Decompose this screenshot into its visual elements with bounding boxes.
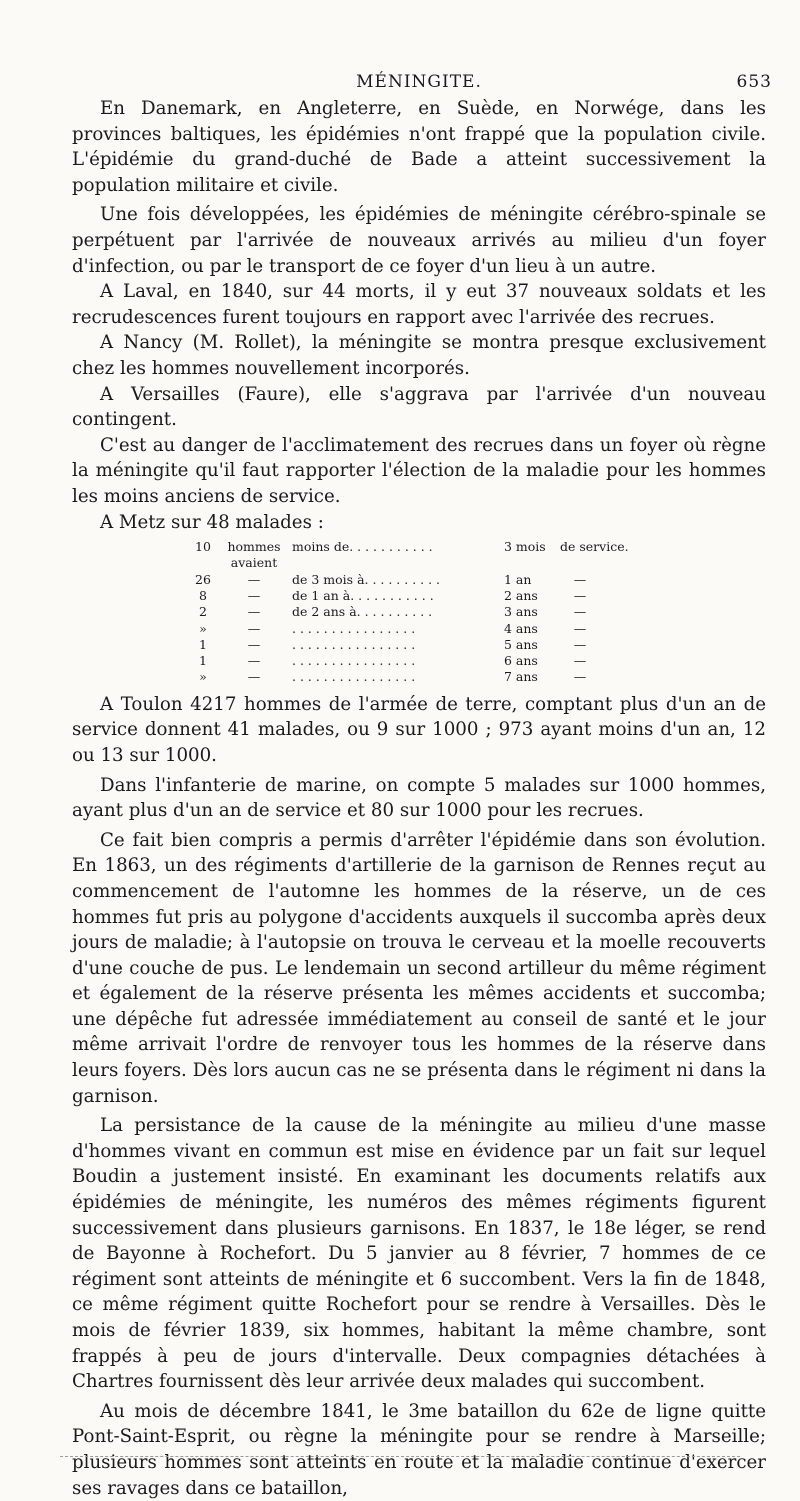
row-range: . . . . . . . . . . . . . . . .	[292, 636, 416, 652]
paragraph: Ce fait bien compris a permis d'arrêter l'épidémie dans son évolution. En 1863, un des régiments d'artillerie de la garnison de Rennes reçut au commencement de l'automne les hommes de la réserve, un de ces hommes fut pris au polygone d'accidents auxquels il succomba après deux jours de maladie; à l'autopsie on trouva le cerveau et la moelle recouverts d'une couche de pus. Le lendemain un second artilleur du même régiment et également de la réserve présenta les mêmes accidents et succomba; une dépêche fut adressée immédiatement au conseil de santé et le jour même arrivait l'ordre de renvoyer tous les hommes de la réserve dans leurs foyers. Dès lors aucun cas ne se présenta dans le régiment ni dans la garnison.	[72, 829, 766, 1107]
paragraph: Une fois développées, les épidémies de méningite cérébro-spinale se perpétuent par l'arrivée de nouveaux arrivés au milieu d'un foyer d'infection, ou par le transport de ce foyer d'un lieu à un autre.	[72, 204, 766, 277]
row-range: . . . . . . . . . . . . . . . .	[292, 653, 416, 669]
paragraph: A Laval, en 1840, sur 44 morts, il y eut 37 nouveaux soldats et les recrudescences furent toujours en rapport avec l'arrivée des recrues.	[72, 281, 766, 328]
row-dash: —	[247, 571, 261, 587]
table-row	[190, 637, 660, 653]
paragraph: A Nancy (M. Rollet), la méningite se montra presque exclusivement chez les hommes nouvellement incorporés.	[72, 332, 766, 379]
bottom-dotted-rule	[60, 1456, 740, 1457]
page-header	[72, 72, 772, 96]
row-count: 2	[199, 604, 207, 620]
table-row	[190, 572, 660, 588]
row-upper: 1 an	[504, 571, 532, 587]
table-header-row	[190, 539, 660, 572]
table-row	[190, 653, 660, 669]
header-range: moins de. . . . . . . . . . .	[292, 539, 433, 555]
row-upper: 7 ans	[504, 669, 538, 685]
row-count: »	[199, 669, 207, 685]
row-count: 1	[199, 653, 207, 669]
metz-statistics-table	[190, 539, 660, 686]
running-title: MÉNINGITE.	[356, 72, 482, 92]
row-dash: —	[247, 636, 261, 652]
paragraph: A Versailles (Faure), elle s'aggrava par l'arrivée d'un nouveau contingent.	[72, 383, 766, 431]
row-dash: —	[247, 653, 261, 669]
row-range: de 1 an à. . . . . . . . . . .	[292, 587, 434, 603]
paragraph: En Danemark, en Angleterre, en Suède, en Norwége, dans les provinces baltiques, les épidémies n'ont frappé que la population civile. L'épidémie du grand-duché de Bade a atteint successivement la population militaire et civile.	[72, 98, 766, 196]
table-row	[190, 604, 660, 620]
header-count: 10	[195, 539, 211, 555]
row-dash: —	[247, 669, 261, 685]
row-upper: 4 ans	[504, 620, 538, 636]
row-count: 1	[199, 636, 207, 652]
row-dash: —	[573, 653, 587, 669]
row-dash: —	[573, 604, 587, 620]
table-row	[190, 588, 660, 604]
row-range: de 2 ans à. . . . . . . . . .	[292, 604, 433, 620]
paragraph: Au mois de décembre 1841, le 3me bataillon du 62e de ligne quitte Pont-Saint-Esprit, ou règne la méningite pour se rendre à Marseille; plusieurs hommes sont atteints en route et la maladie continue d'exercer ses ravages dans ce bataillon,	[72, 1400, 766, 1499]
row-dash: —	[247, 587, 261, 603]
paragraph: C'est au danger de l'acclimatement des recrues dans un foyer où règne la méningite qu'il faut rapporter l'élection de la maladie pour les hommes les moins anciens de service.	[72, 434, 766, 507]
row-upper: 3 ans	[504, 604, 538, 620]
row-dash: —	[573, 571, 587, 587]
book-page	[72, 72, 772, 1501]
row-count: »	[199, 620, 207, 636]
paragraph: A Toulon 4217 hommes de l'armée de terre, comptant plus d'un an de service donnent 41 malades, ou 9 sur 1000 ; 973 ayant moins d'un an, 12 ou 13 sur 1000.	[72, 693, 766, 766]
page-number: 653	[736, 72, 772, 92]
paragraph: Dans l'infanterie de marine, on compte 5 malades sur 1000 hommes, ayant plus d'un an de service et 80 sur 1000 pour les recrues.	[72, 774, 766, 822]
row-count: 26	[195, 571, 211, 587]
row-upper: 2 ans	[504, 587, 538, 603]
row-dash: —	[573, 620, 587, 636]
row-dash: —	[247, 620, 261, 636]
row-range: de 3 mois à. . . . . . . . . .	[292, 571, 441, 587]
row-dash: —	[573, 636, 587, 652]
table-row	[190, 669, 660, 685]
row-upper: 5 ans	[504, 636, 538, 652]
row-range: . . . . . . . . . . . . . . . .	[292, 620, 416, 636]
table-row	[190, 621, 660, 637]
row-count: 8	[199, 587, 207, 603]
header-upper: 3 mois	[504, 539, 546, 555]
paragraph: A Metz sur 48 malades :	[100, 511, 324, 533]
row-dash: —	[247, 604, 261, 620]
row-dash: —	[573, 587, 587, 603]
row-upper: 6 ans	[504, 653, 538, 669]
row-dash: —	[573, 669, 587, 685]
row-range: . . . . . . . . . . . . . . . .	[292, 669, 416, 685]
header-label: hommes avaient	[227, 539, 281, 571]
header-tail: de service.	[560, 539, 629, 555]
paragraph: La persistance de la cause de la méningite au milieu d'une masse d'hommes vivant en commun est mise en évidence par un fait sur lequel Boudin a justement insisté. En examinant les documents relatifs aux épidémies de méningite, les numéros des mêmes régiments figurent successivement dans plusieurs garnisons. En 1837, le 18e léger, se rend de Bayonne à Rochefort. Du 5 janvier au 8 février, 7 hommes de ce régiment sont atteints de méningite et 6 succombent. Vers la fin de 1848, ce même régiment quitte Rochefort pour se rendre à Versailles. Dès le mois de février 1839, six hommes, habitant la même chambre, sont frappés à peu de jours d'intervalle. Deux compagnies détachées à Chartres fournissent dès leur arrivée deux malades qui succombent.	[72, 1115, 766, 1393]
